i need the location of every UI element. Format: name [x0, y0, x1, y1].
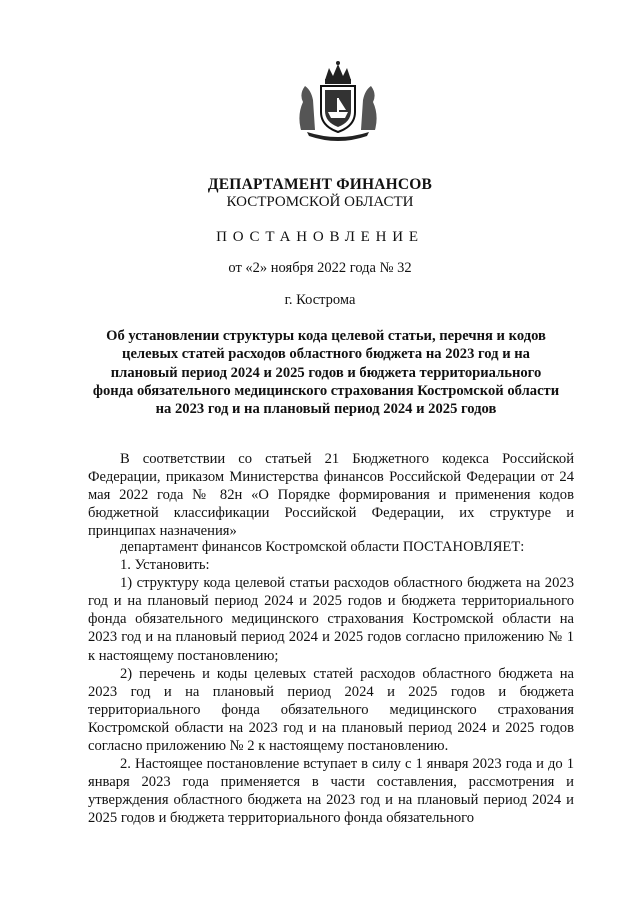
item-2: 2. Настоящее постановление вступает в силу с 1 января 2023 года и до 1 января 2023 года применяется в части составления, рассмотрения и утверждения областного бюджета на 2023 год и на плановый период 2024 и 2025 годов и бюджета территориального фонда обязательного	[88, 756, 574, 827]
document-type: ПОСТАНОВЛЕНИЕ	[216, 229, 424, 245]
decree-title: Об установлении структуры кода целевой статьи, перечня и кодов целевых статей расходов областного бюджета на 2023 год и на плановый период 2024 и 2025 годов и бюджета территориального фонда обязательного медицинского страхования Костромской области на 2023 год и на плановый период 2024 и 2025 годов	[92, 328, 560, 418]
region-name: КОСТРОМСКОЙ ОБЛАСТИ	[226, 194, 414, 210]
coat-of-arms-icon	[295, 60, 381, 142]
body-block-preamble	[88, 450, 574, 540]
item-1: 1. Установить:	[120, 557, 210, 574]
department-name: ДЕПАРТАМЕНТ ФИНАНСОВ	[207, 176, 433, 193]
item-1-1: 1) структуру кода целевой статьи расходов областного бюджета на 2023 год и на плановый период 2024 и 2025 годов и бюджета территориального фонда обязательного медицинского страхования Костромской области на 2023 год и на плановый период 2024 и 2025 годов согласно приложению № 1 к настоящему постановлению;	[88, 575, 574, 664]
resolves-line: департамент финансов Костромской области ПОСТАНОВЛЯЕТ:	[120, 539, 525, 555]
preamble-paragraph: В соответствии со статьей 21 Бюджетного кодекса Российской Федерации, приказом Министерства финансов Российской Федерации от 24 мая 2022 года № 82н «О Порядке формирования и применения кодов бюджетной классификации Российской Федерации, их структуре и принципах назначения»	[88, 451, 574, 540]
date-number: от «2» ноября 2022 года № 32	[228, 260, 412, 276]
city: г. Кострома	[284, 292, 356, 308]
body-block-main	[88, 538, 574, 828]
item-1-2: 2) перечень и коды целевых статей расходов областного бюджета на 2023 год и на плановый период 2024 и 2025 годов и бюджета территориального фонда обязательного медицинского страхования Костромской области на 2023 год и на плановый период 2024 и 2025 годов согласно приложению № 2 к настоящему постановлению.	[88, 665, 574, 755]
